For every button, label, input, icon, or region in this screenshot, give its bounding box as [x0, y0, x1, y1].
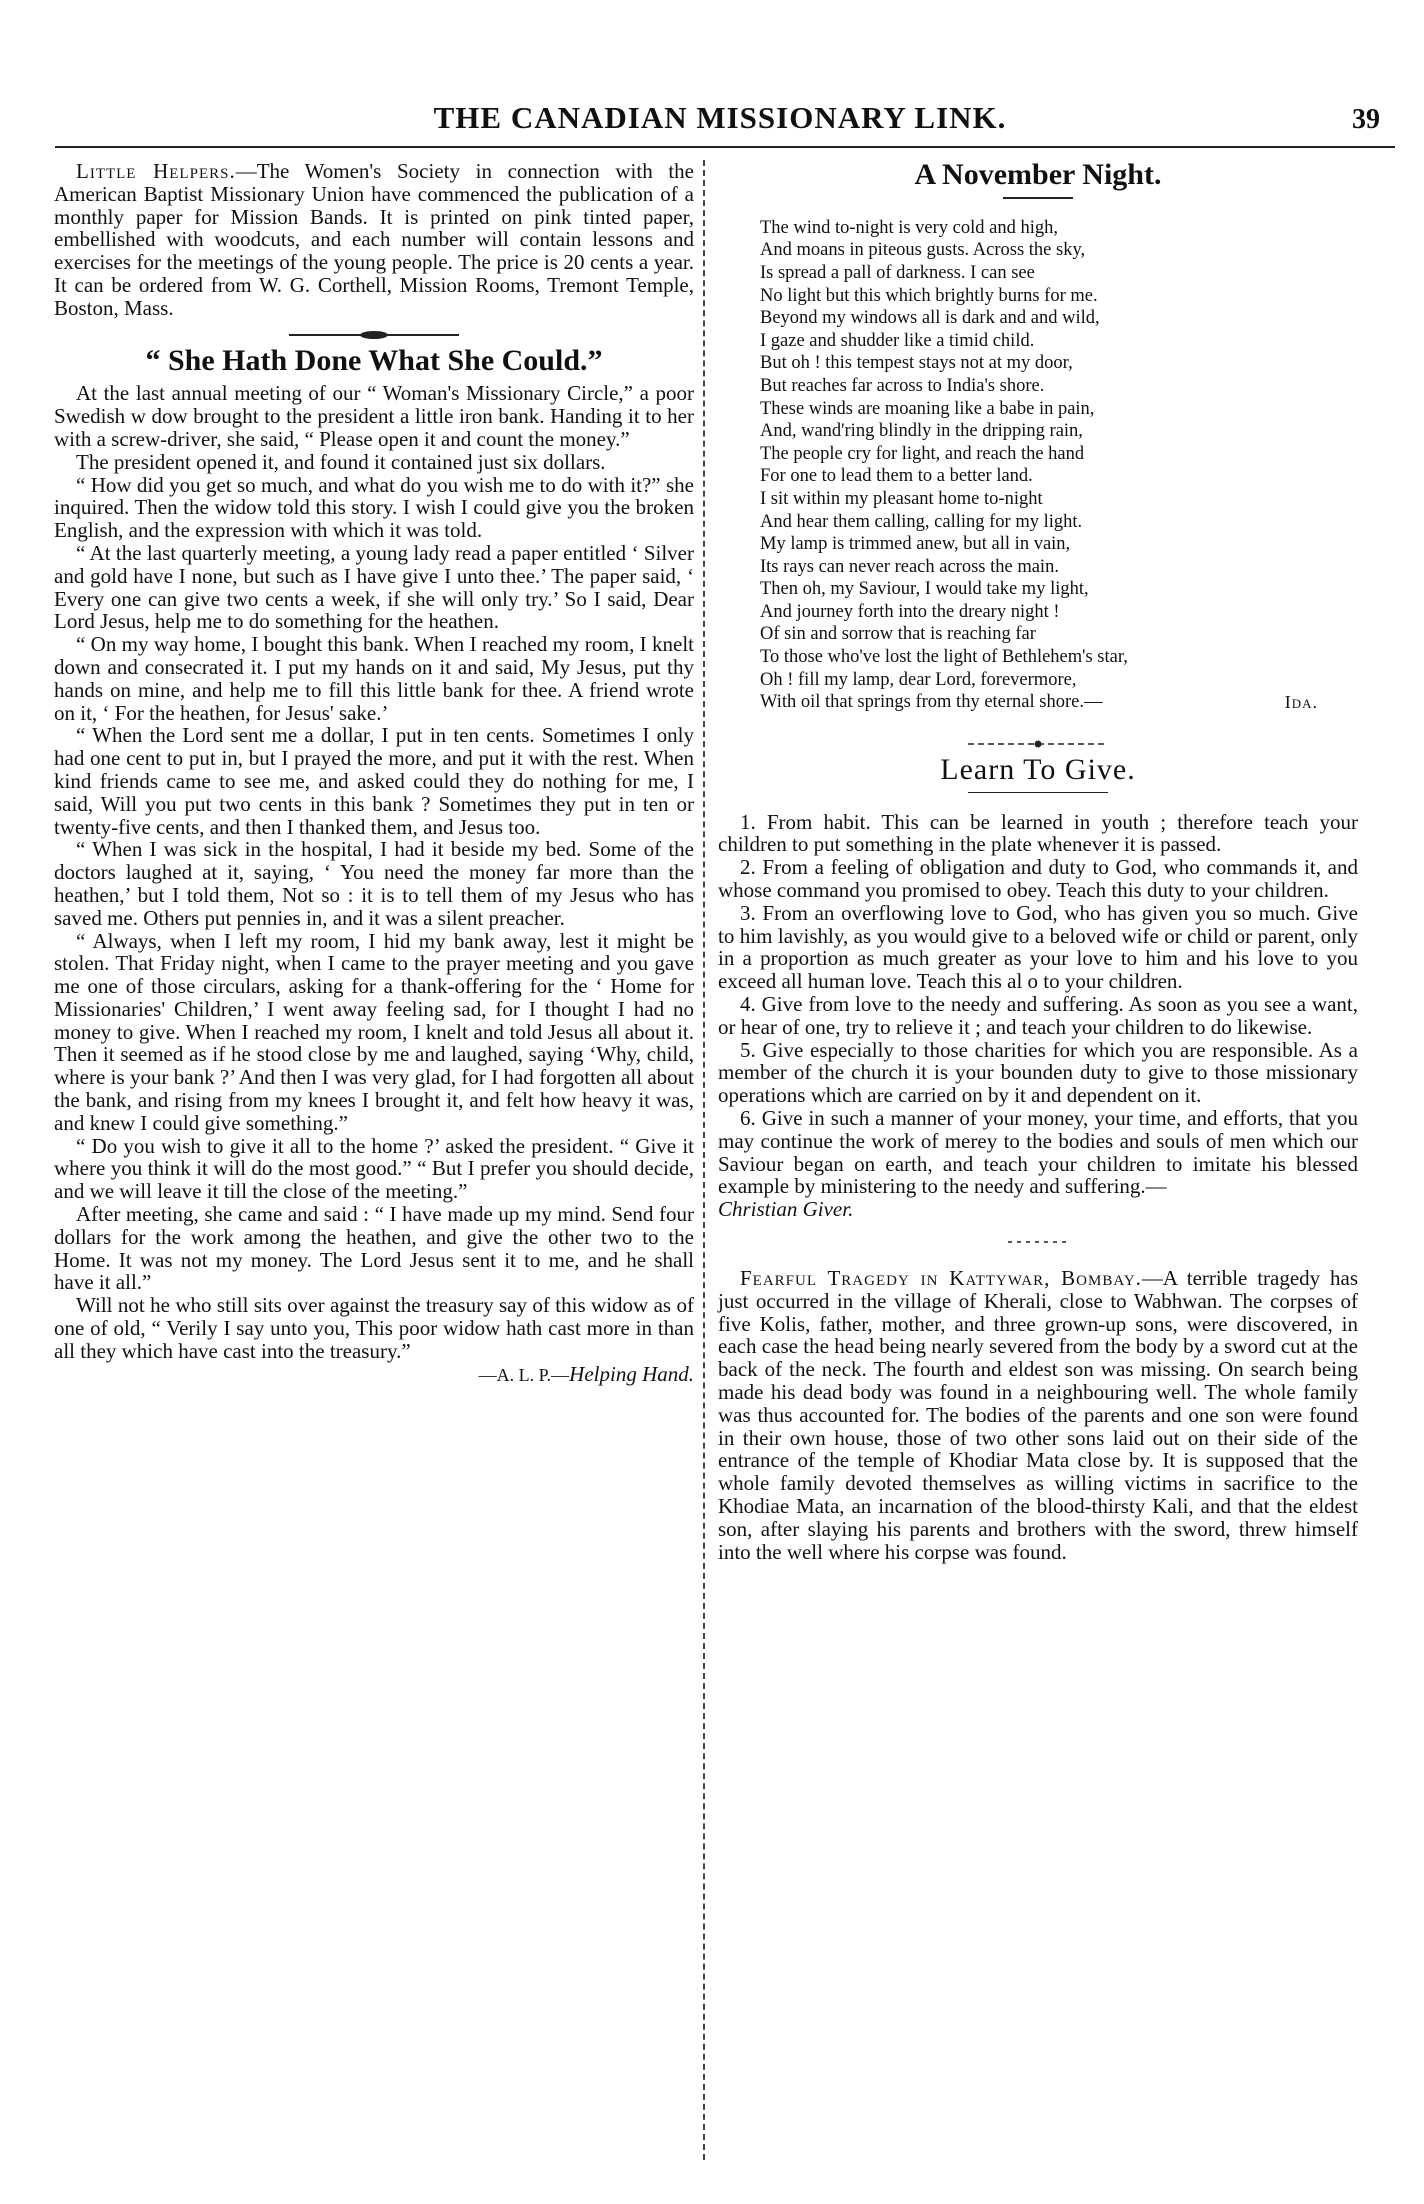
ornament-divider-3 — [998, 1235, 1078, 1249]
page-header — [40, 100, 1400, 140]
poem-line: And, wand'ring blindly in the dripping rain, — [760, 421, 1083, 442]
poem-line: Is spread a pall of darkness. I can see — [760, 262, 1035, 283]
article-body — [54, 382, 694, 1362]
learn-list — [718, 811, 1358, 1199]
left-column — [54, 160, 694, 1386]
ornament-divider — [284, 328, 464, 342]
poem-signature: Ida. — [1284, 692, 1318, 713]
poem-line: Oh ! fill my lamp, dear Lord, forevermore, — [760, 669, 1077, 690]
learn-item: 5. Give especially to those charities for which you are responsible. As a member of the church it is your bounden duty to give to those missionary operations which are carried on by it and dependent on it. — [718, 1037, 1358, 1108]
poem-line: Of sin and sorrow that is reaching far — [760, 624, 1036, 645]
poem-line: No light but this which brightly burns for me. — [760, 285, 1098, 306]
article-paragraph: “ When the Lord sent me a dollar, I put in ten cents. Sometimes I only had one cent to put in, but I prayed the more, and put it with the rest. When kind friends came to see me, and asked could they do nothing for me, I said, Will you put two cents in this bank ? Sometimes they put in ten or twenty-five cents, and then I thanked them, and Jesus too. — [54, 723, 694, 839]
poem-line: And hear them calling, calling for my light. — [760, 511, 1083, 532]
header-rule — [55, 146, 1395, 148]
poem-line: My lamp is trimmed anew, but all in vain, — [760, 534, 1071, 555]
poem-line: Then oh, my Saviour, I would take my light, — [760, 579, 1089, 600]
poem-line: For one to lead them to a better land. — [760, 466, 1033, 487]
journal-title: THE CANADIAN MISSIONARY LINK. — [433, 100, 1007, 135]
poem-line: The people cry for light, and reach the hand — [760, 443, 1085, 464]
poem-line: Its rays can never reach across the main. — [760, 556, 1059, 577]
poem-line: Beyond my windows all is dark and and wild, — [760, 308, 1100, 329]
learn-title: Learn To Give. — [940, 752, 1136, 786]
learn-item: 2. From a feeling of obligation and duty to God, who commands it, and whose command you promised to obey. Teach this duty to your children. — [718, 855, 1358, 903]
learn-title-rule — [968, 792, 1108, 793]
learn-item: 4. Give from love to the needy and suffering. As soon as you see a want, or hear of one, try to relieve it ; and teach your children to do likewise. — [718, 992, 1358, 1039]
poem-line: I sit within my pleasant home to-night — [760, 488, 1043, 509]
article-paragraph: At the last annual meeting of our “ Woman's Missionary Circle,” a poor Swedish w dow brought to the president a little iron bank. Handing it to her with a screw-driver, she said, “ Please open it and count the money.” — [54, 381, 694, 451]
ornament-divider-2 — [963, 737, 1113, 751]
article-paragraph: “ How did you get so much, and what do you wish me to do with it?” she inquired. Then the widow told this story. I wish I could give you the broken English, and the expression with which it was told. — [54, 472, 694, 543]
little-helpers-text: —The Women's Society in connection with the American Baptist Missionary Union have commenced the publication of a monthly paper for Mission Bands. It is printed on pink tinted paper, embellished with woodcuts, and each number will contain lessons and exercises for the meetings of the young people. The price is 20 cents a year. It can be ordered from W. G. Corthell, Mission Rooms, Tremont Temple, Boston, Mass. — [54, 159, 694, 320]
poem-line: I gaze and shudder like a timid child. — [760, 330, 1035, 351]
learn-source-line — [718, 1198, 1358, 1221]
article-attribution — [54, 1363, 694, 1387]
learn-source: Christian Giver. — [718, 1197, 854, 1222]
tragedy-lead: Fearful Tragedy in Kattywar, Bombay. — [740, 1266, 1142, 1290]
article-title: “ She Hath Done What She Could.” — [145, 343, 603, 377]
learn-item: 1. From habit. This can be learned in youth ; therefore teach your children to put something in the plate whenever it is passed. — [718, 809, 1358, 857]
learn-item: 3. From an overflowing love to God, who has given you so much. Give to him lavishly, as you would give to a beloved wife or child or parent, only in a proportion as much greater as your love to him and his love to you exceed all human love. Teach this al o to your children. — [718, 900, 1358, 994]
tragedy-notice — [718, 1267, 1358, 1563]
poem-line: But oh ! this tempest stays not at my door, — [760, 353, 1073, 374]
poem-body — [718, 217, 1358, 714]
tragedy-text: —A terrible tragedy has just occurred in the village of Kherali, close to Wabhwan. The corpses of five Kolis, father, mother, and three grown-up sons, were discovered, in each case the head being nearly severed from the body by a sword cut at the back of the neck. The fourth and eldest son was missing. On search being made his dead body was found in a neighbouring well. The whole family was thus accounted for. The bodies of the parents and one son were found in their own house, those of two other sons laid out on their side of the entrance of the temple of Khodiar Mata close by. It is supposed that the whole family devoted themselves as willing victims in sacrifice to the Khodiae Mata, an incarnation of the blood-thirsty Kali, and that the eldest son, after slaying his parents and brothers with the sword, threw himself into the well where his corpse was found. — [718, 1266, 1358, 1564]
article-paragraph: After meeting, she came and said : “ I have made up my mind. Send four dollars for the work among the heathen, and give the other two to the Home. It was not my money. The Lord Jesus sent it to me, and he shall have it all.” — [54, 1202, 694, 1295]
learn-item: 6. Give in such a manner of your money, your time, and efforts, that you may continue the work of merey to the bodies and souls of men which our Saviour began on earth, and teach your children to imitate his blessed example by ministering to the needy and suffering.— — [718, 1106, 1358, 1199]
article-paragraph: “ On my way home, I bought this bank. When I reached my room, I knelt down and consecrated it. I put my hands on it and said, My Jesus, put thy hands on mine, and help me to fill this little bank for thee. A friend wrote on it, ‘ For the heathen, for Jesus' sake.’ — [54, 632, 694, 725]
poem-line: But reaches far across to India's shore. — [760, 375, 1045, 396]
poem-line: To those who've lost the light of Bethlehem's star, — [760, 647, 1128, 668]
article-paragraph: The president opened it, and found it contained just six dollars. — [76, 449, 606, 474]
article-paragraph: Will not he who still sits over against the treasury say of this widow as of one of old, “ Verily I say unto you, This poor widow hath cast more in than all they which have cast into the treasury.” — [54, 1293, 694, 1363]
poem-line: These winds are moaning like a babe in pain, — [760, 398, 1095, 419]
article-source: Helping Hand. — [569, 1361, 694, 1386]
page-number: 39 — [1352, 104, 1380, 135]
little-helpers-lead: Little Helpers. — [76, 159, 236, 183]
article-paragraph: “ When I was sick in the hospital, I had it beside my bed. Some of the doctors laughed at it, saying, ‘ You need the money far more than the heathen,’ but I told them, Not so : it is to tell them of my Jesus who has saved me. Others put pennies in, and it was a silent preacher. — [54, 837, 694, 930]
right-column — [718, 160, 1358, 1563]
poem-line: The wind to-night is very cold and high, — [760, 217, 1059, 238]
poem-title-rule — [1003, 197, 1073, 199]
poem-line: With oil that springs from thy eternal shore.— — [760, 692, 1103, 713]
poem-line: And journey forth into the dreary night ! — [760, 601, 1060, 622]
poem-line: And moans in piteous gusts. Across the sky, — [760, 240, 1086, 261]
article-paragraph: “ At the last quarterly meeting, a young lady read a paper entitled ‘ Silver and gold have I none, but such as I have give I unto thee.’ The paper said, ‘ Every one can give two cents a week, if she will only try.’ So I said, Dear Lord Jesus, help me to do something for the heathen. — [54, 540, 694, 634]
column-divider — [703, 160, 705, 2160]
article-signature: —A. L. P.— — [478, 1364, 570, 1385]
poem-title: A November Night. — [914, 158, 1162, 191]
little-helpers-notice — [54, 160, 694, 320]
article-paragraph: “ Do you wish to give it all to the home ?’ asked the president. “ Give it where you think it will do the most good.” “ But I prefer you should decide, and we will leave it till the close of the meeting.” — [54, 1133, 694, 1204]
article-paragraph: “ Always, when I left my room, I hid my bank away, lest it might be stolen. That Friday night, when I came to the prayer meeting and you gave me one of those circulars, asking for a thank-offering for the ‘ Home for Missionaries' Children,’ I went away feeling sad, for I thought I had no money to give. When I reached my room, I knelt and told Jesus all about it. Then it seemed as if he stood close by me and laughed, saying ‘Why, child, where is your bank ?’ And then I was very glad, for I had forgotten all about the bank, and rising from my knees I brought it, and felt how heavy it was, and knew I could give something.” — [54, 928, 694, 1135]
